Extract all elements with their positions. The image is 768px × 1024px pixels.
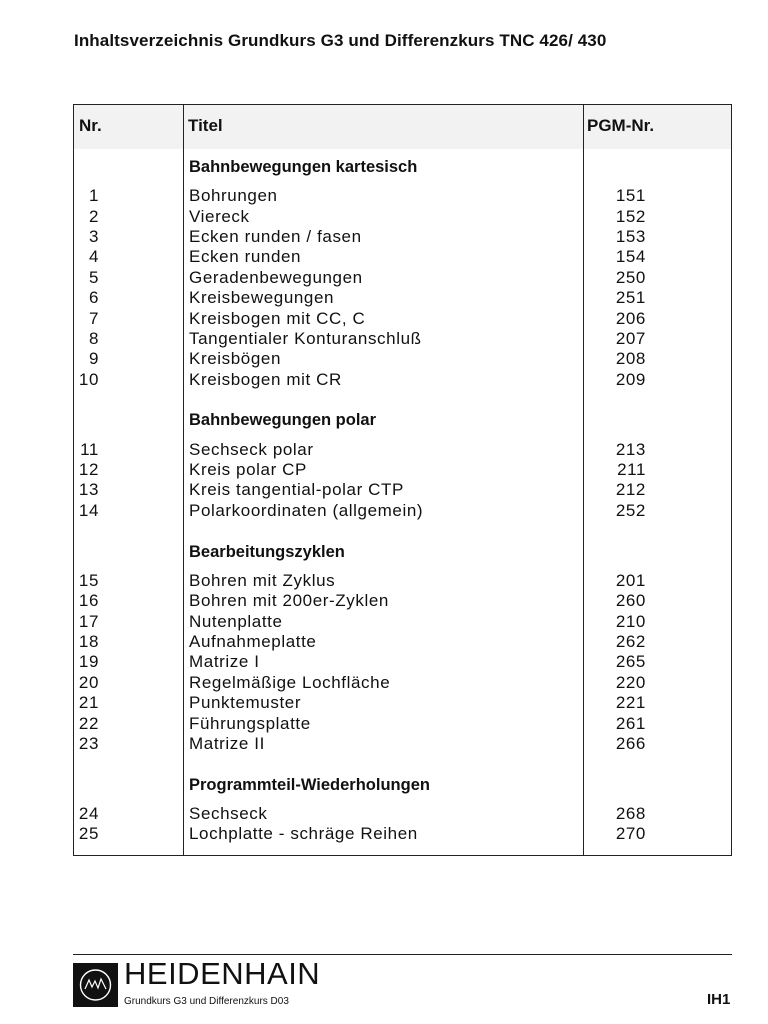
entry-title: Ecken runden / fasen <box>189 226 362 246</box>
entry-number: 8 <box>88 328 99 348</box>
brand-name: HEIDENHAIN <box>124 956 321 991</box>
table-row <box>74 460 731 480</box>
entry-number: 16 <box>78 591 99 611</box>
entry-program-number: 153 <box>615 226 646 246</box>
entry-number: 5 <box>88 267 99 287</box>
entry-title: Polarkoordinaten (allgemein) <box>189 500 424 520</box>
section-heading: Bahnbewegungen polar <box>189 411 377 430</box>
entry-title: Bohren mit Zyklus <box>189 570 336 590</box>
entry-number: 13 <box>78 480 99 500</box>
entry-title: Sechseck <box>189 803 268 823</box>
entry-program-number: 266 <box>615 733 646 753</box>
entry-title: Regelmäßige Lochfläche <box>189 672 391 692</box>
entry-title: Kreisbogen mit CC, C <box>189 308 366 328</box>
entry-title: Tangentialer Konturanschluß <box>189 328 422 348</box>
table-row <box>74 440 731 460</box>
table-row <box>74 824 731 844</box>
table-row <box>74 632 731 652</box>
entry-number: 15 <box>78 570 99 590</box>
entry-title: Viereck <box>189 206 250 226</box>
entry-title: Führungsplatte <box>189 713 311 733</box>
entry-program-number: 252 <box>615 500 646 520</box>
entry-title: Kreis polar CP <box>189 460 307 480</box>
entry-number: 3 <box>88 226 99 246</box>
entry-title: Aufnahmeplatte <box>189 631 317 651</box>
heidenhain-logo-icon <box>73 963 118 1007</box>
entry-program-number: 262 <box>615 631 646 651</box>
table-row <box>74 370 731 390</box>
table-row <box>74 329 731 349</box>
entry-title: Kreisbewegungen <box>189 288 335 308</box>
column-header-titel: Titel <box>188 116 223 135</box>
entry-title: Matrize II <box>189 733 265 753</box>
entry-number: 18 <box>78 631 99 651</box>
table-row <box>74 288 731 308</box>
entry-title: Kreisbogen mit CR <box>189 369 342 389</box>
entry-title: Bohrungen <box>189 186 278 206</box>
section-spacer <box>74 390 731 410</box>
toc-table <box>73 104 732 856</box>
entry-number: 1 <box>88 186 99 206</box>
entry-program-number: 212 <box>615 480 646 500</box>
entry-program-number: 270 <box>615 824 646 844</box>
entry-number: 4 <box>88 247 99 267</box>
entry-title: Ecken runden <box>189 247 302 267</box>
entry-program-number: 268 <box>615 803 646 823</box>
table-row <box>74 714 731 734</box>
entry-title: Nutenplatte <box>189 611 283 631</box>
entry-title: Matrize I <box>189 652 260 672</box>
table-row <box>74 734 731 754</box>
table-row <box>74 480 731 500</box>
section-spacer <box>74 754 731 774</box>
entry-number: 2 <box>88 206 99 226</box>
entry-number: 17 <box>78 611 99 631</box>
entry-number: 10 <box>78 369 99 389</box>
entry-program-number: 261 <box>615 713 646 733</box>
table-body <box>74 157 731 845</box>
column-header-nr: Nr. <box>79 116 102 135</box>
table-row <box>74 673 731 693</box>
entry-program-number: 154 <box>615 247 646 267</box>
section-heading: Bahnbewegungen kartesisch <box>189 158 418 176</box>
footer-divider <box>73 954 732 955</box>
entry-program-number: 213 <box>615 439 646 459</box>
table-row <box>74 349 731 369</box>
column-header-pgm: PGM-Nr. <box>587 116 655 135</box>
table-row <box>74 268 731 288</box>
entry-program-number: 220 <box>615 672 646 692</box>
page-id: IH1 <box>707 991 731 1008</box>
entry-program-number: 206 <box>615 308 646 328</box>
table-row <box>74 612 731 632</box>
table-row <box>74 591 731 611</box>
entry-title: Punktemuster <box>189 693 302 713</box>
table-row <box>74 652 731 672</box>
entry-number: 21 <box>78 693 99 713</box>
entry-program-number: 265 <box>615 652 646 672</box>
entry-number: 6 <box>88 288 99 308</box>
entry-title: Kreisbögen <box>189 349 282 369</box>
entry-number: 11 <box>80 439 99 459</box>
entry-program-number: 250 <box>615 267 646 287</box>
entry-program-number: 210 <box>615 611 646 631</box>
entry-program-number: 251 <box>615 288 646 308</box>
table-header-row <box>74 105 731 149</box>
entry-number: 14 <box>78 500 99 520</box>
table-row <box>74 207 731 227</box>
entry-number: 19 <box>78 652 99 672</box>
entry-program-number: 260 <box>615 591 646 611</box>
table-row <box>74 693 731 713</box>
entry-number: 25 <box>78 824 99 844</box>
document-title: Inhaltsverzeichnis Grundkurs G3 und Differenzkurs TNC 426/ 430 <box>74 31 607 50</box>
table-row <box>74 804 731 824</box>
section-spacer <box>74 521 731 541</box>
entry-number: 22 <box>78 713 99 733</box>
entry-title: Bohren mit 200er-Zyklen <box>189 591 389 611</box>
entry-program-number: 151 <box>615 186 646 206</box>
entry-title: Geradenbewegungen <box>189 267 363 287</box>
entry-program-number: 209 <box>615 369 646 389</box>
entry-program-number: 152 <box>615 206 646 226</box>
entry-program-number: 208 <box>615 349 646 369</box>
entry-title: Lochplatte - schräge Reihen <box>189 824 418 844</box>
table-row <box>74 501 731 521</box>
table-row <box>74 186 731 206</box>
entry-title: Kreis tangential-polar CTP <box>189 480 404 500</box>
table-row <box>74 571 731 591</box>
entry-program-number: 207 <box>615 328 646 348</box>
entry-title: Sechseck polar <box>189 439 314 459</box>
entry-number: 9 <box>88 349 99 369</box>
entry-program-number: 211 <box>617 460 646 480</box>
entry-number: 20 <box>78 672 99 692</box>
footer-subtitle: Grundkurs G3 und Differenzkurs D03 <box>124 996 289 1007</box>
section-heading: Bearbeitungszyklen <box>189 542 345 561</box>
section-heading: Programmteil-Wiederholungen <box>189 775 430 794</box>
entry-program-number: 201 <box>615 570 646 590</box>
entry-program-number: 221 <box>615 693 646 713</box>
entry-number: 7 <box>88 308 99 328</box>
entry-number: 12 <box>78 460 99 480</box>
table-row <box>74 227 731 247</box>
table-row <box>74 247 731 267</box>
table-row <box>74 309 731 329</box>
entry-number: 23 <box>78 733 99 753</box>
entry-number: 24 <box>78 803 99 823</box>
